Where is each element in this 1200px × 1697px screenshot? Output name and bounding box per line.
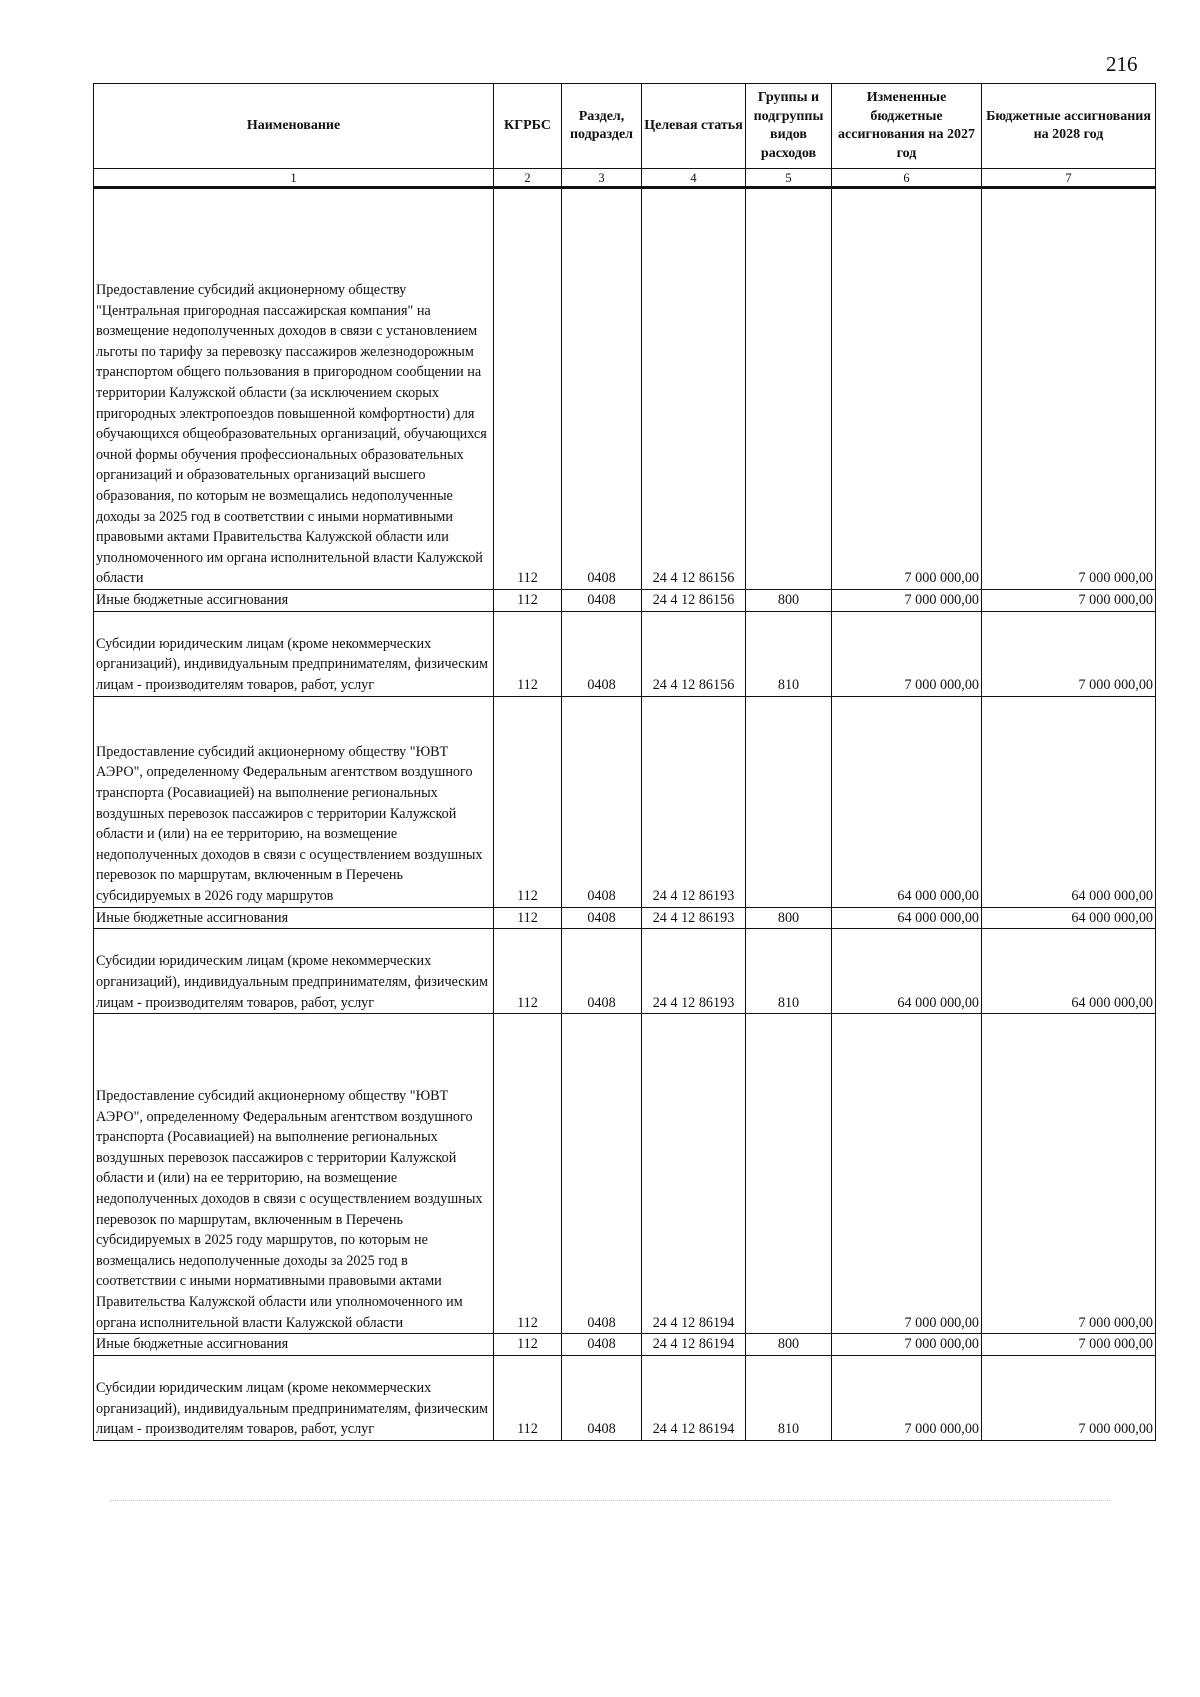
row-article: 24 4 12 86193 [642,929,746,1014]
row-section: 0408 [562,590,642,612]
column-number: 6 [832,169,982,188]
row-section: 0408 [562,611,642,696]
row-sum-2028: 7 000 000,00 [982,1355,1156,1440]
row-sum-2028: 7 000 000,00 [982,590,1156,612]
column-number: 5 [746,169,832,188]
row-section: 0408 [562,1014,642,1334]
header-article: Целевая статья [642,84,746,169]
row-sum-2027: 64 000 000,00 [832,907,982,929]
header-changed-2027: Измененные бюджетные ассигнования на 2027 год [832,84,982,169]
header-budget-2028: Бюджетные ассигнования на 2028 год [982,84,1156,169]
row-sum-2028: 64 000 000,00 [982,907,1156,929]
row-kgrbs: 112 [494,590,562,612]
row-sum-2027: 7 000 000,00 [832,1014,982,1334]
row-kgrbs: 112 [494,611,562,696]
row-group [746,1014,832,1334]
row-section: 0408 [562,907,642,929]
column-number: 3 [562,169,642,188]
row-sum-2028: 7 000 000,00 [982,1334,1156,1356]
row-kgrbs: 112 [494,929,562,1014]
row-name: Иные бюджетные ассигнования [94,907,494,929]
row-name: Предоставление субсидий акционерному обществу "Центральная пригородная пассажирская компания" на возмещение недополученных доходов в связи с установлением льготы по тарифу за перевозку пассажиров железнодорожным транспортом общего пользования в пригородном сообщении на территории Калужской области (за исключением скорых пригородных электропоездов повышенной комфортности) для обучающихся общеобразовательных организаций, обучающихся очной формы обучения профессиональных образовательных организаций и образовательных организаций высшего образования, по которым не возмещались недополученные доходы за 2025 год в соответствии с иными нормативными правовыми актами Правительства Калужской области или уполномоченного им органа исполнительной власти Калужской области [94,188,494,590]
header-groups: Группы и подгруппы видов расходов [746,84,832,169]
row-sum-2028: 7 000 000,00 [982,611,1156,696]
row-section: 0408 [562,188,642,590]
row-sum-2028: 64 000 000,00 [982,929,1156,1014]
column-number: 4 [642,169,746,188]
row-name: Субсидии юридическим лицам (кроме некоммерческих организаций), индивидуальным предпринимателям, физическим лицам - производителям товаров, работ, услуг [94,1355,494,1440]
row-sum-2027: 7 000 000,00 [832,1334,982,1356]
row-kgrbs: 112 [494,1014,562,1334]
row-sum-2027: 7 000 000,00 [832,611,982,696]
row-name: Иные бюджетные ассигнования [94,1334,494,1356]
row-section: 0408 [562,929,642,1014]
column-number: 2 [494,169,562,188]
row-article: 24 4 12 86156 [642,590,746,612]
row-group: 800 [746,590,832,612]
row-sum-2027: 7 000 000,00 [832,1355,982,1440]
row-sum-2027: 7 000 000,00 [832,590,982,612]
row-article: 24 4 12 86156 [642,611,746,696]
row-name: Субсидии юридическим лицам (кроме некоммерческих организаций), индивидуальным предпринимателям, физическим лицам - производителям товаров, работ, услуг [94,929,494,1014]
row-group [746,188,832,590]
row-group: 800 [746,1334,832,1356]
row-sum-2027: 64 000 000,00 [832,929,982,1014]
row-article: 24 4 12 86194 [642,1014,746,1334]
row-kgrbs: 112 [494,907,562,929]
row-sum-2028: 64 000 000,00 [982,696,1156,907]
row-kgrbs: 112 [494,1334,562,1356]
table-row [94,929,1156,1014]
column-number-row [94,169,1156,188]
row-article: 24 4 12 86193 [642,907,746,929]
row-kgrbs: 112 [494,188,562,590]
row-group: 810 [746,1355,832,1440]
table-row [94,907,1156,929]
row-article: 24 4 12 86194 [642,1334,746,1356]
row-kgrbs: 112 [494,696,562,907]
budget-table [93,83,1156,1441]
row-name: Предоставление субсидий акционерному обществу "ЮВТ АЭРО", определенному Федеральным агентством воздушного транспорта (Росавиацией) на выполнение региональных воздушных перевозок пассажиров с территории Калужской области и (или) на ее территорию, на возмещение недополученных доходов в связи с осуществлением воздушных перевозок по маршрутам, включенным в Перечень субсидируемых в 2025 году маршрутов, по которым не возмещались недополученные доходы за 2025 год в соответствии с иными нормативными правовыми актами Правительства Калужской области или уполномоченного им органа исполнительной власти Калужской области [94,1014,494,1334]
table-row [94,611,1156,696]
page-number: 216 [1106,52,1138,76]
row-name: Предоставление субсидий акционерному обществу "ЮВТ АЭРО", определенному Федеральным агентством воздушного транспорта (Росавиацией) на выполнение региональных воздушных перевозок пассажиров с территории Калужской области и (или) на ее территорию, на возмещение недополученных доходов в связи с осуществлением воздушных перевозок по маршрутам, включенным в Перечень субсидируемых в 2026 году маршрутов [94,696,494,907]
table-row [94,1355,1156,1440]
row-article: 24 4 12 86194 [642,1355,746,1440]
row-group [746,696,832,907]
row-name: Субсидии юридическим лицам (кроме некоммерческих организаций), индивидуальным предпринимателям, физическим лицам - производителям товаров, работ, услуг [94,611,494,696]
row-article: 24 4 12 86193 [642,696,746,907]
row-section: 0408 [562,1355,642,1440]
table-row [94,188,1156,590]
row-section: 0408 [562,1334,642,1356]
column-number: 7 [982,169,1156,188]
column-number: 1 [94,169,494,188]
header-section: Раздел, подраздел [562,84,642,169]
header-name: Наименование [94,84,494,169]
row-sum-2027: 64 000 000,00 [832,696,982,907]
row-name: Иные бюджетные ассигнования [94,590,494,612]
header-kgrbs: КГРБС [494,84,562,169]
scan-artifact-dots [110,1500,1110,1505]
table-row [94,1334,1156,1356]
table-row [94,590,1156,612]
row-sum-2027: 7 000 000,00 [832,188,982,590]
row-section: 0408 [562,696,642,907]
row-article: 24 4 12 86156 [642,188,746,590]
table-row [94,696,1156,907]
header-row [94,84,1156,169]
row-sum-2028: 7 000 000,00 [982,1014,1156,1334]
table-row [94,1014,1156,1334]
row-group: 810 [746,611,832,696]
row-group: 800 [746,907,832,929]
row-sum-2028: 7 000 000,00 [982,188,1156,590]
row-kgrbs: 112 [494,1355,562,1440]
row-group: 810 [746,929,832,1014]
